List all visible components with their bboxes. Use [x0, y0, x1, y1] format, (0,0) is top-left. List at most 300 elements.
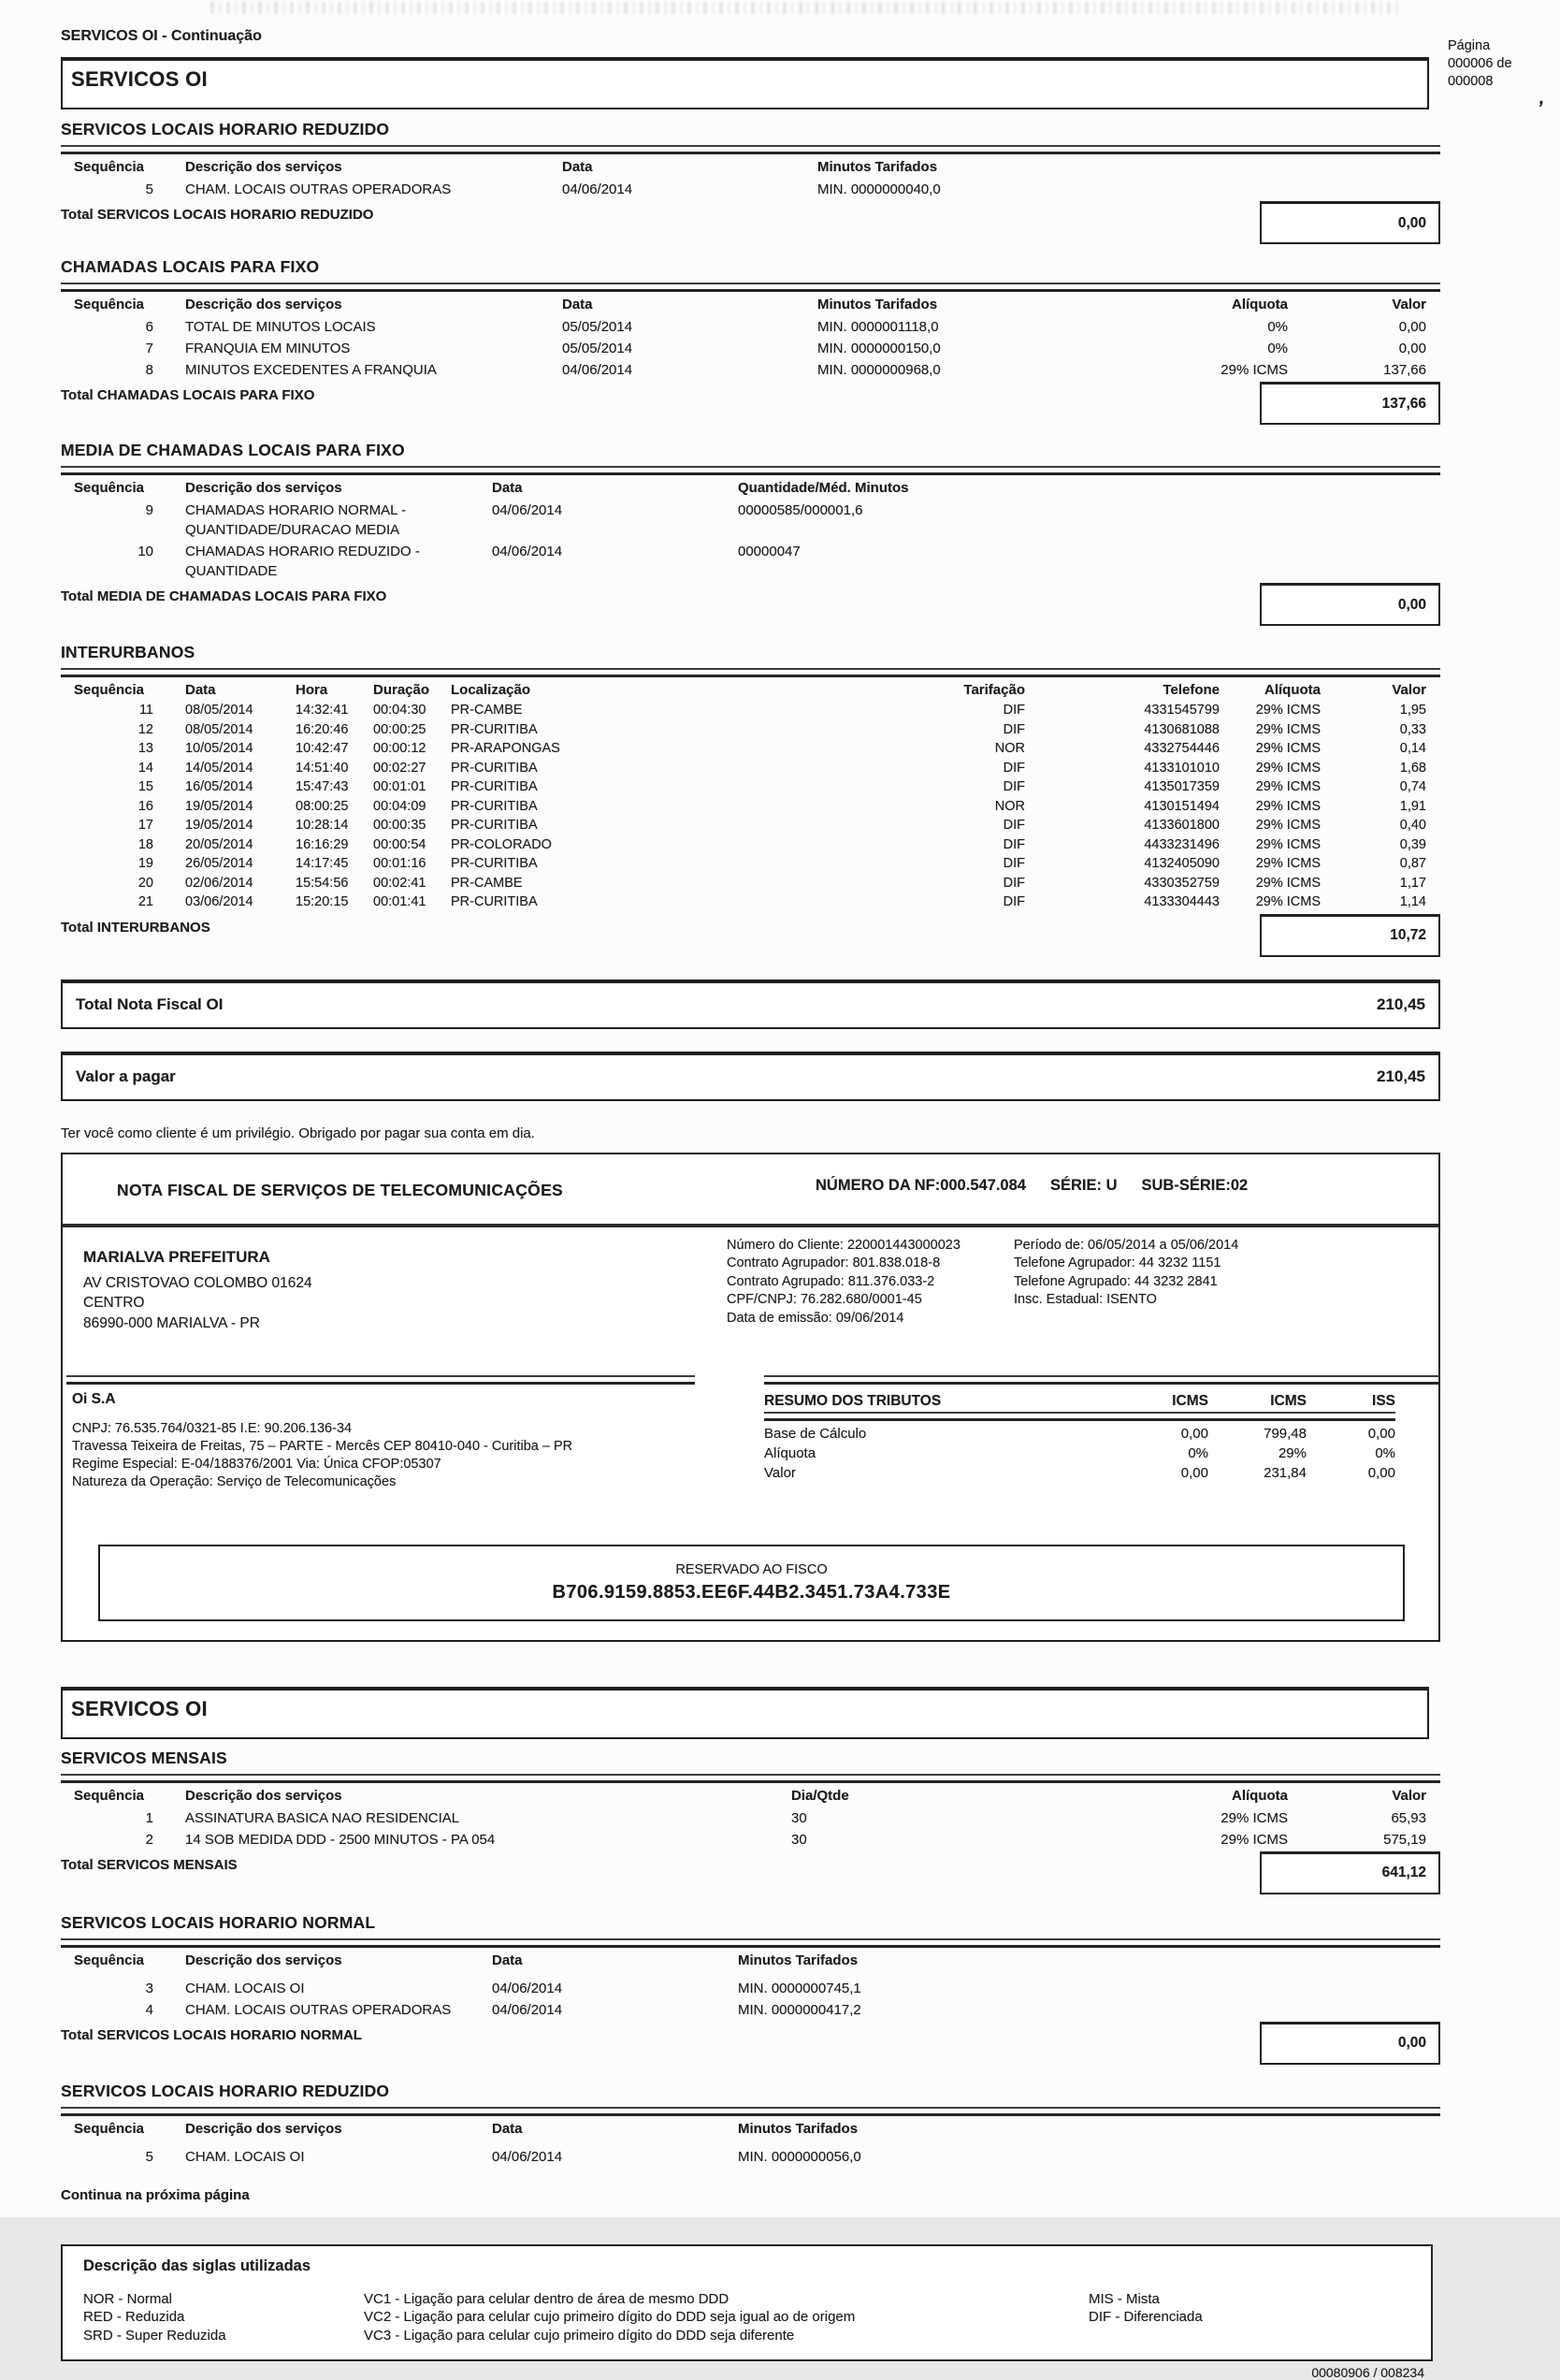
valor-pagar-value: 210,45 [1377, 1067, 1425, 1085]
table-row [61, 777, 1440, 797]
cell-seq: 18 [137, 836, 153, 852]
valor-pagar-label: Valor a pagar [76, 1067, 176, 1085]
cell-dur: 00:00:35 [373, 818, 426, 833]
section-heading: SERVICOS MENSAIS [61, 1748, 227, 1767]
col-header-seq: Sequência [74, 682, 145, 698]
table-row [61, 501, 1440, 540]
company-details [72, 1420, 764, 1491]
cell-seq: 5 [145, 2148, 153, 2165]
cell-dur: 00:00:54 [373, 836, 426, 852]
table-header [61, 1786, 1440, 1807]
nf-title: NOTA FISCAL DE SERVIÇOS DE TELECOMUNICAÇÕES [117, 1180, 564, 1199]
sigla-definition: DIF - Diferenciada [1089, 2309, 1203, 2325]
divider-segment-left [66, 1375, 695, 1385]
cell-data: 19/05/2014 [185, 798, 253, 814]
cell-valor: 0,14 [1399, 741, 1426, 756]
cell-tel: 4133304443 [1144, 894, 1220, 909]
cell-valor: 137,66 [1383, 362, 1426, 378]
cell-desc: FRANQUIA EM MINUTOS [185, 341, 351, 356]
siglas-col2 [364, 2290, 1089, 2345]
cell-data: 04/06/2014 [562, 181, 633, 197]
cell-seq: 5 [145, 181, 153, 197]
section-normal [61, 1913, 1440, 2065]
nf-info-line: Telefone Agrupado: 44 3232 2841 [1014, 1273, 1218, 1289]
col-header-loc: Localização [451, 682, 531, 698]
cell-desc: MINUTOS EXCEDENTES A FRANQUIA [185, 362, 437, 378]
total-value-box: 10,72 [1260, 914, 1440, 957]
servicos-oi-box-1 [61, 57, 1429, 109]
col-header-seq: Sequência [74, 297, 145, 312]
table-rows [61, 317, 1440, 380]
cell-aliq: 29% ICMS [1255, 875, 1321, 891]
cell-seq: 12 [137, 721, 153, 737]
cell-aliq: 29% ICMS [1221, 1809, 1288, 1826]
table-rows [61, 2147, 1440, 2167]
tributos-v1: 0% [1188, 1444, 1208, 1461]
total-value-box: 0,00 [1260, 201, 1440, 244]
cell-data: 14/05/2014 [185, 760, 253, 776]
nf-info-line: Número do Cliente: 220001443000023 [727, 1237, 961, 1253]
divider-line [61, 1938, 1440, 1948]
cell-hora: 14:17:45 [296, 856, 349, 871]
section-total-row [61, 914, 1440, 957]
tributos-v3: 0,00 [1367, 1425, 1395, 1442]
nf-number-value: NÚMERO DA NF:000.547.084 [816, 1176, 1026, 1194]
col-header-seq: Sequência [74, 159, 145, 175]
nf-subserie: SUB-SÉRIE:02 [1141, 1176, 1249, 1194]
tributos-col-iss: ISS [1372, 1392, 1395, 1409]
cell-data: 02/06/2014 [185, 875, 253, 891]
table-rows [61, 1808, 1440, 1850]
customer-name: MARIALVA PREFEITURA [83, 1247, 270, 1266]
cell-hora: 15:54:56 [296, 875, 349, 891]
table-rows [61, 701, 1440, 912]
col-header-desc: Descrição dos serviços [185, 297, 342, 312]
reservado-fisco-box [98, 1545, 1405, 1621]
cell-loc: PR-ARAPONGAS [451, 741, 560, 756]
tributos-row [764, 1444, 1395, 1463]
cell-aliq: 29% ICMS [1255, 894, 1321, 909]
col-header-desc: Descrição dos serviços [185, 1952, 342, 1968]
cell-aliq: 29% ICMS [1255, 703, 1321, 718]
page-count: 000008 [1448, 74, 1494, 89]
tributos-title: RESUMO DOS TRIBUTOS [764, 1392, 942, 1409]
cell-data: 16/05/2014 [185, 779, 253, 794]
table-row [61, 701, 1440, 720]
cell-desc: TOTAL DE MINUTOS LOCAIS [185, 319, 376, 335]
cell-min: MIN. 0000000968,0 [817, 362, 941, 378]
sigla-definition: NOR - Normal [83, 2290, 173, 2307]
cell-valor: 1,95 [1399, 703, 1426, 718]
cell-data: 04/06/2014 [562, 362, 633, 378]
tributos-row-label: Base de Cálculo [764, 1425, 867, 1442]
cell-min: MIN. 0000000040,0 [817, 181, 941, 197]
cell-valor: 1,17 [1399, 875, 1426, 891]
section-total-row [61, 382, 1440, 425]
cell-loc: PR-CURITIBA [451, 894, 538, 909]
sigla-definition: SRD - Super Reduzida [83, 2327, 226, 2344]
tributos-row [764, 1463, 1395, 1483]
table-row [61, 739, 1440, 759]
cell-dur: 00:00:25 [373, 721, 426, 737]
cell-seq: 16 [137, 798, 153, 814]
cell-data: 20/05/2014 [185, 836, 253, 852]
servicos-oi-title: SERVICOS OI [71, 67, 208, 91]
section-total-row [61, 1851, 1440, 1894]
total-nota-label: Total Nota Fiscal OI [76, 995, 224, 1013]
col-header-tarif: Tarifação [963, 682, 1025, 698]
fisco-code: B706.9159.8853.EE6F.44B2.3451.73A4.733E [552, 1581, 951, 1603]
col-header-dia: Dia/Qtde [791, 1787, 849, 1804]
footer-code: 00080906 / 008234 [1311, 2365, 1424, 2380]
continuation-label: SERVICOS OI - Continuação [61, 28, 262, 44]
table-row [61, 2147, 1440, 2167]
cell-seq: 20 [137, 875, 153, 891]
tributos-v1: 0,00 [1180, 1425, 1208, 1442]
cell-valor: 0,87 [1399, 856, 1426, 871]
cell-dia: 30 [791, 1831, 807, 1848]
tributos-v2: 231,84 [1264, 1464, 1307, 1481]
cell-desc: CHAM. LOCAIS OUTRAS OPERADORAS [185, 2001, 452, 2018]
table-rows [61, 501, 1440, 581]
cell-min: MIN. 0000000150,0 [817, 341, 941, 356]
nf-info-line: Data de emissão: 09/06/2014 [727, 1310, 904, 1326]
nf-info-line: Contrato Agrupador: 801.838.018-8 [727, 1255, 941, 1270]
cell-aliq: 29% ICMS [1255, 741, 1321, 756]
table-row [61, 542, 1440, 581]
cell-tel: 4130681088 [1144, 721, 1220, 737]
tributos-header [764, 1391, 1395, 1424]
section-total-row [61, 201, 1440, 244]
col-header-seq: Sequência [74, 2120, 145, 2137]
cell-hora: 14:51:40 [296, 760, 349, 776]
col-header-data: Data [562, 297, 593, 312]
cell-aliq: 0% [1267, 319, 1288, 335]
sigla-definition: VC3 - Ligação para celular cujo primeiro dígito do DDD seja diferente [364, 2327, 795, 2344]
cell-aliq: 29% ICMS [1255, 818, 1321, 833]
cell-desc-line2: QUANTIDADE/DURACAO MEDIA [185, 522, 400, 538]
col-header-min: Minutos Tarifados [738, 1952, 859, 1968]
divider-line [61, 283, 1440, 292]
cell-seq: 6 [145, 319, 153, 335]
table-row [61, 720, 1440, 740]
customer-block [63, 1227, 727, 1375]
table-row [61, 892, 1440, 912]
nf-header [63, 1154, 1438, 1227]
col-header-qtd: Quantidade/Méd. Minutos [738, 480, 909, 496]
cell-desc-line1: CHAMADAS HORARIO NORMAL - [185, 502, 407, 518]
divider-line [61, 145, 1440, 154]
cell-valor: 1,91 [1399, 798, 1426, 814]
nf-info-line: CPF/CNPJ: 76.282.680/0001-45 [727, 1292, 922, 1307]
col-header-data: Data [492, 480, 523, 496]
cell-tarif: DIF [1003, 836, 1025, 852]
company-detail-line: CNPJ: 76.535.764/0321-85 I.E: 90.206.136-34 [72, 1420, 353, 1436]
cell-tarif: DIF [1003, 721, 1025, 737]
section-heading: MEDIA DE CHAMADAS LOCAIS PARA FIXO [61, 441, 405, 459]
cell-loc: PR-CAMBE [451, 703, 523, 718]
cell-hora: 10:28:14 [296, 818, 349, 833]
servicos-oi-title: SERVICOS OI [71, 1696, 208, 1720]
total-label: Total INTERURBANOS [61, 919, 210, 936]
cell-seq: 17 [137, 818, 153, 833]
cell-seq: 15 [137, 779, 153, 794]
col-header-seq: Sequência [74, 1787, 145, 1804]
cell-seq: 21 [137, 894, 153, 909]
cell-tel: 4132405090 [1144, 856, 1220, 871]
cell-qtd: 00000585/000001,6 [738, 502, 863, 518]
cell-dur: 00:04:30 [373, 703, 426, 718]
section-heading: SERVICOS LOCAIS HORARIO REDUZIDO [61, 2081, 390, 2100]
cell-dur: 00:01:41 [373, 894, 426, 909]
cell-tarif: DIF [1003, 703, 1025, 718]
cell-seq: 13 [137, 741, 153, 756]
table-row [61, 339, 1440, 358]
cell-dur: 00:02:41 [373, 875, 426, 891]
cell-data: 03/06/2014 [185, 894, 253, 909]
cell-hora: 08:00:25 [296, 798, 349, 814]
col-header-min: Minutos Tarifados [817, 297, 938, 312]
section-media [61, 441, 1440, 626]
cell-valor: 1,14 [1399, 894, 1426, 909]
cell-tarif: DIF [1003, 818, 1025, 833]
table-row [61, 797, 1440, 817]
cell-tel: 4331545799 [1144, 703, 1220, 718]
cell-dia: 30 [791, 1809, 807, 1826]
page-label: Página [1448, 38, 1491, 53]
cell-min: MIN. 0000001118,0 [817, 319, 939, 335]
cell-desc: CHAM. LOCAIS OUTRAS OPERADORAS [185, 181, 452, 197]
cell-data: 19/05/2014 [185, 818, 253, 833]
nf-info-line: Telefone Agrupador: 44 3232 1151 [1014, 1255, 1221, 1270]
col-header-hora: Hora [296, 682, 328, 698]
table-row [61, 2000, 1440, 2020]
total-label: Total MEDIA DE CHAMADAS LOCAIS PARA FIXO [61, 588, 387, 604]
company-name: Oi S.A [72, 1390, 116, 1407]
stray-mark: , [1537, 87, 1547, 109]
tributos-v3: 0,00 [1367, 1464, 1395, 1481]
cell-aliq: 29% ICMS [1221, 1831, 1288, 1848]
cell-valor: 1,68 [1399, 760, 1426, 776]
table-header [61, 295, 1440, 315]
total-value-box: 0,00 [1260, 583, 1440, 626]
cell-min: MIN. 0000000417,2 [738, 2001, 861, 2018]
col-header-aliq: Alíquota [1264, 682, 1321, 698]
tributos-row [764, 1424, 1395, 1444]
col-header-data: Data [492, 2120, 523, 2137]
cell-aliq: 29% ICMS [1255, 779, 1321, 794]
cell-seq: 1 [145, 1809, 153, 1826]
cell-loc: PR-CURITIBA [451, 721, 538, 737]
cell-tarif: DIF [1003, 760, 1025, 776]
cell-seq: 4 [145, 2001, 153, 2018]
cell-loc: PR-CAMBE [451, 875, 523, 891]
sigla-definition: VC2 - Ligação para celular cujo primeiro dígito do DDD seja igual ao de origem [364, 2309, 856, 2325]
section-total-row [61, 583, 1440, 626]
tributos-v2: 29% [1278, 1444, 1307, 1461]
nf-info-line: Contrato Agrupado: 811.376.033-2 [727, 1273, 935, 1289]
col-header-dur: Duração [373, 682, 430, 698]
cell-loc: PR-CURITIBA [451, 856, 538, 871]
sigla-definition: MIS - Mista [1089, 2290, 1160, 2307]
siglas-col3 [1089, 2290, 1431, 2345]
nf-info-col2 [1014, 1227, 1438, 1375]
cell-seq: 8 [145, 362, 153, 378]
siglas-title: Descrição das siglas utilizadas [83, 2257, 311, 2274]
cell-data: 04/06/2014 [492, 544, 563, 559]
cell-tarif: DIF [1003, 894, 1025, 909]
cell-desc-line1: CHAMADAS HORARIO REDUZIDO - [185, 544, 420, 559]
cell-tel: 4433231496 [1144, 836, 1220, 852]
nf-middle [63, 1380, 1438, 1531]
total-nota-value: 210,45 [1377, 995, 1425, 1013]
table-row [61, 759, 1440, 778]
fisco-label: RESERVADO AO FISCO [675, 1561, 828, 1577]
company-detail-line: Natureza da Operação: Serviço de Telecomunicações [72, 1473, 397, 1489]
table-rows [61, 180, 1440, 199]
total-label: Total SERVICOS LOCAIS HORARIO REDUZIDO [61, 207, 374, 223]
tributos-v3: 0% [1375, 1444, 1395, 1461]
total-nota-fiscal-bar [61, 980, 1440, 1029]
sigla-definition: VC1 - Ligação para celular dentro de área de mesmo DDD [364, 2290, 729, 2307]
company-detail-line: Regime Especial: E-04/188376/2001 Via: Única CFOP:05307 [72, 1456, 441, 1472]
divider-segment-right [764, 1375, 1440, 1385]
cell-desc [185, 542, 484, 581]
siglas-columns [83, 2290, 1431, 2345]
cell-min: MIN. 0000000745,1 [738, 1980, 861, 1996]
nf-info-line: Insc. Estadual: ISENTO [1014, 1292, 1157, 1307]
cell-hora: 15:20:15 [296, 894, 349, 909]
col-header-min: Minutos Tarifados [738, 2120, 859, 2137]
cell-data: 05/05/2014 [562, 341, 633, 356]
cell-min: MIN. 0000000056,0 [738, 2148, 861, 2165]
nf-info-col1 [727, 1227, 1014, 1375]
cell-dur: 00:02:27 [373, 760, 426, 776]
cell-desc: 14 SOB MEDIDA DDD - 2500 MINUTOS - PA 054 [185, 1831, 496, 1848]
customer-address-line: AV CRISTOVAO COLOMBO 01624 [83, 1274, 312, 1291]
cell-tarif: DIF [1003, 856, 1025, 871]
cell-loc: PR-CURITIBA [451, 798, 538, 814]
col-header-aliq: Alíquota [1232, 1787, 1288, 1804]
divider-line [61, 2107, 1440, 2116]
table-header [61, 2119, 1440, 2140]
table-header [61, 680, 1440, 701]
tributos-v1: 0,00 [1180, 1464, 1208, 1481]
table-row [61, 1979, 1440, 1998]
cell-valor: 0,39 [1399, 836, 1426, 852]
section-reduzido-top [61, 120, 1440, 244]
table-row [61, 360, 1440, 380]
table-row [61, 874, 1440, 893]
cell-aliq: 29% ICMS [1255, 856, 1321, 871]
cell-valor: 575,19 [1383, 1831, 1426, 1848]
cell-data: 05/05/2014 [562, 319, 633, 335]
cell-desc-line2: QUANTIDADE [185, 563, 278, 579]
cell-aliq: 29% ICMS [1255, 760, 1321, 776]
cell-loc: PR-CURITIBA [451, 818, 538, 833]
cell-dur: 00:00:12 [373, 741, 426, 756]
cell-hora: 10:42:47 [296, 741, 349, 756]
cell-seq: 9 [145, 502, 153, 518]
tributos-divider [764, 1412, 1395, 1421]
company-detail-line: Travessa Teixeira de Freitas, 75 – PARTE - Mercês CEP 80410-040 - Curitiba – PR [72, 1438, 573, 1454]
cell-tarif: NOR [994, 741, 1025, 756]
cell-dur: 00:04:09 [373, 798, 426, 814]
section-mensais [61, 1749, 1440, 1894]
nota-fiscal-box [61, 1153, 1440, 1642]
table-row [61, 835, 1440, 855]
col-header-valor: Valor [1392, 682, 1426, 698]
table-row [61, 854, 1440, 874]
cell-seq: 3 [145, 1980, 153, 1996]
total-label: Total CHAMADAS LOCAIS PARA FIXO [61, 387, 315, 403]
section-reduzido-bottom [61, 2082, 1440, 2167]
cell-tel: 4135017359 [1144, 779, 1220, 794]
col-header-desc: Descrição dos serviços [185, 480, 342, 496]
cell-loc: PR-CURITIBA [451, 760, 538, 776]
table-header [61, 478, 1440, 499]
col-header-desc: Descrição dos serviços [185, 2120, 342, 2137]
tributos-row-label: Alíquota [764, 1444, 816, 1461]
col-header-data: Data [185, 682, 216, 698]
col-header-data: Data [562, 159, 593, 175]
nf-info-line: Período de: 06/05/2014 a 05/06/2014 [1014, 1237, 1239, 1253]
cell-valor: 0,74 [1399, 779, 1426, 794]
tributos-block [764, 1391, 1395, 1528]
cell-valor: 0,00 [1398, 319, 1426, 335]
section-total-row [61, 2022, 1440, 2065]
customer-address-line: CENTRO [83, 1295, 145, 1311]
col-header-valor: Valor [1392, 297, 1426, 312]
table-row [61, 1808, 1440, 1828]
continues-label: Continua na próxima página [61, 2186, 250, 2203]
valor-a-pagar-bar [61, 1052, 1440, 1101]
cell-tel: 4330352759 [1144, 875, 1220, 891]
cell-data: 04/06/2014 [492, 1980, 563, 1996]
cell-valor: 0,00 [1398, 341, 1426, 356]
divider-line [61, 466, 1440, 475]
cell-dur: 00:01:16 [373, 856, 426, 871]
col-header-min: Minutos Tarifados [817, 159, 938, 175]
cell-desc: ASSINATURA BASICA NAO RESIDENCIAL [185, 1809, 460, 1826]
cell-hora: 16:20:46 [296, 721, 349, 737]
section-interurbanos [61, 643, 1440, 957]
total-value-box: 0,00 [1260, 2022, 1440, 2065]
cell-data: 08/05/2014 [185, 721, 253, 737]
cell-dur: 00:01:01 [373, 779, 426, 794]
col-header-aliq: Alíquota [1232, 297, 1288, 312]
col-header-valor: Valor [1392, 1787, 1426, 1804]
cell-tel: 4133101010 [1144, 760, 1220, 776]
total-value-box: 137,66 [1260, 382, 1440, 425]
cell-seq: 14 [137, 760, 153, 776]
section-chamadas-fixo [61, 257, 1440, 425]
table-header [61, 157, 1440, 178]
cell-aliq: 29% ICMS [1255, 798, 1321, 814]
nf-serie: SÉRIE: U [1049, 1176, 1118, 1194]
cell-qtd: 00000047 [738, 544, 801, 559]
tributos-col-icms2: ICMS [1270, 1392, 1307, 1409]
col-header-tel: Telefone [1163, 682, 1220, 698]
cell-data: 10/05/2014 [185, 741, 253, 756]
cell-seq: 7 [145, 341, 153, 356]
page-number: 000006 de [1448, 56, 1512, 71]
cell-data: 08/05/2014 [185, 703, 253, 718]
cell-data: 04/06/2014 [492, 502, 563, 518]
sigla-definition: RED - Reduzida [83, 2309, 185, 2325]
cell-tarif: DIF [1003, 779, 1025, 794]
section-heading: CHAMADAS LOCAIS PARA FIXO [61, 257, 320, 276]
